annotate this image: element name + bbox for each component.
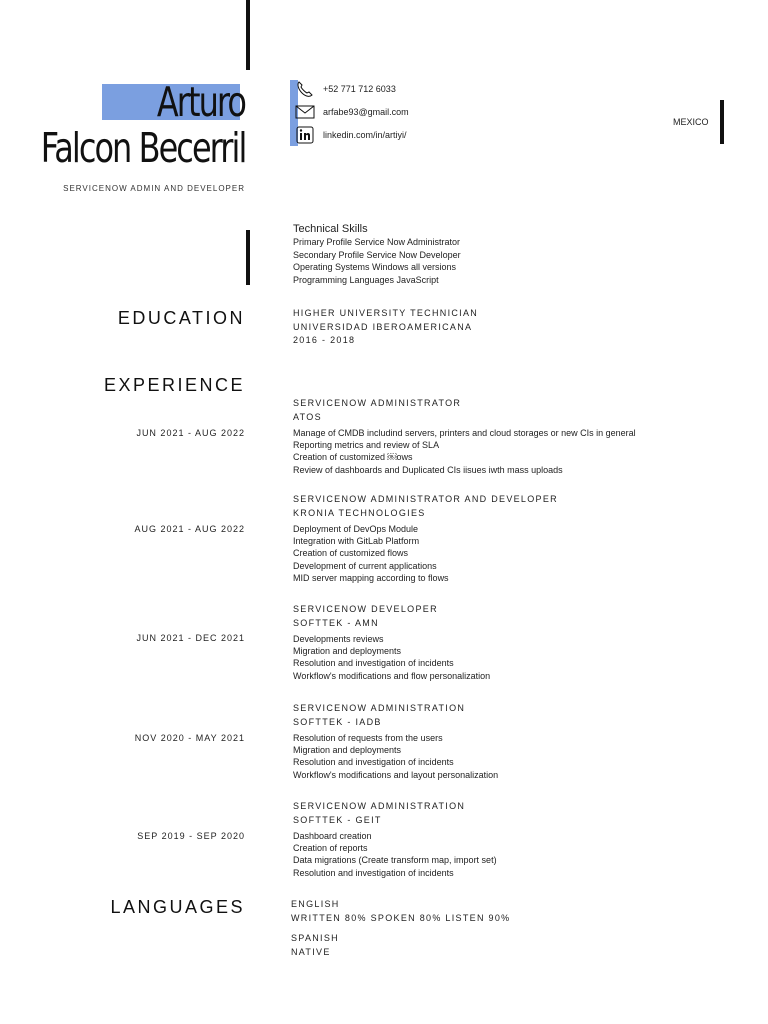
first-name: Arturo xyxy=(156,78,245,126)
job-task: Resolution of requests from the users xyxy=(293,733,443,743)
contact-email[interactable] xyxy=(294,102,409,122)
job-role: SERVICENOW ADMINISTRATOR xyxy=(293,398,462,408)
job-entry xyxy=(293,603,490,682)
envelope-icon xyxy=(294,103,316,121)
job-task: Resolution and investigation of incidents xyxy=(293,658,454,669)
job-dates: JUN 2021 - DEC 2021 xyxy=(136,633,245,643)
skill-item: Secondary Profile Service Now Developer xyxy=(293,249,461,260)
skills-title: Technical Skills xyxy=(293,223,368,235)
phone-text: +52 771 712 6033 xyxy=(323,84,396,94)
contact-phone[interactable] xyxy=(294,79,396,99)
job-company: SOFTTEK - IADB xyxy=(293,716,382,727)
education-degree: HIGHER UNIVERSITY TECHNICIAN xyxy=(293,308,479,318)
job-company: SOFTTEK - GEIT xyxy=(293,814,382,825)
job-task: Development of current applications xyxy=(293,560,437,571)
job-task: Creation of reports xyxy=(293,843,368,854)
job-task: Resolution and investigation of incidents xyxy=(293,757,454,768)
linkedin-text: linkedin.com/in/artiyi/ xyxy=(323,130,407,140)
language-name: SPANISH xyxy=(291,933,339,943)
job-task: Manage of CMDB includind servers, printers and cloud storages or new CIs in general xyxy=(293,428,636,438)
job-task: Workflow's modifications and flow personalization xyxy=(293,670,491,681)
experience-heading: EXPERIENCE xyxy=(103,375,245,395)
education-years: 2016 - 2018 xyxy=(293,335,356,345)
job-role: SERVICENOW ADMINISTRATION xyxy=(293,801,466,811)
skill-item: Operating Systems Windows all versions xyxy=(293,262,457,272)
education-block xyxy=(293,307,478,348)
job-dates: NOV 2020 - MAY 2021 xyxy=(134,733,245,743)
location: MEXICO xyxy=(673,117,709,127)
job-task: Developments reviews xyxy=(293,634,384,644)
skills-divider-bar xyxy=(246,230,250,285)
contact-linkedin[interactable] xyxy=(294,125,407,145)
skill-item: Primary Profile Service Now Administrator xyxy=(293,237,461,247)
language-entry xyxy=(291,898,510,925)
technical-skills xyxy=(293,222,461,286)
job-task: MID server mapping according to flows xyxy=(293,572,449,583)
top-divider-bar xyxy=(246,0,250,70)
job-role: SERVICENOW ADMINISTRATION xyxy=(293,703,466,713)
job-company: SOFTTEK - AMN xyxy=(293,617,379,628)
job-role: SERVICENOW DEVELOPER xyxy=(293,604,438,614)
linkedin-icon xyxy=(294,126,316,144)
job-dates: JUN 2021 - AUG 2022 xyxy=(136,428,245,438)
job-entry xyxy=(293,397,636,476)
job-dates: SEP 2019 - SEP 2020 xyxy=(137,831,245,841)
job-entry xyxy=(293,800,497,879)
phone-icon xyxy=(294,80,316,98)
job-task: Creation of customized ￼ows xyxy=(293,452,413,463)
education-heading: EDUCATION xyxy=(117,308,245,328)
job-company: ATOS xyxy=(293,411,322,422)
job-entry xyxy=(293,493,558,584)
education-school: UNIVERSIDAD IBEROAMERICANA xyxy=(293,321,473,332)
job-company: KRONIA TECHNOLOGIES xyxy=(293,507,426,518)
job-task: Migration and deployments xyxy=(293,646,402,657)
job-task: Migration and deployments xyxy=(293,745,402,756)
language-level: NATIVE xyxy=(291,946,331,957)
languages-heading: LANGUAGES xyxy=(110,897,245,917)
job-task: Creation of customized flows xyxy=(293,548,409,559)
skill-item: Programming Languages JavaScript xyxy=(293,274,439,285)
job-dates: AUG 2021 - AUG 2022 xyxy=(134,524,245,534)
job-task: Integration with GitLab Platform xyxy=(293,536,420,547)
job-task: Deployment of DevOps Module xyxy=(293,524,419,534)
job-task: Review of dashboards and Duplicated CIs iisues iwth mass uploads xyxy=(293,464,563,475)
language-level: WRITTEN 80% SPOKEN 80% LISTEN 90% xyxy=(291,912,511,923)
job-task: Data migrations (Create transform map, import set) xyxy=(293,855,497,866)
language-name: ENGLISH xyxy=(291,899,340,909)
job-task: Reporting metrics and review of SLA xyxy=(293,440,440,451)
location-divider-bar xyxy=(720,100,724,144)
job-task: Workflow's modifications and layout personalization xyxy=(293,769,499,780)
last-name: Falcon Becerril xyxy=(40,124,245,172)
language-entry xyxy=(291,932,339,959)
job-subtitle: SERVICENOW ADMIN AND DEVELOPER xyxy=(63,184,245,193)
job-task: Dashboard creation xyxy=(293,831,372,841)
job-task: Resolution and investigation of incidents xyxy=(293,867,454,878)
email-text: arfabe93@gmail.com xyxy=(323,107,409,117)
job-role: SERVICENOW ADMINISTRATOR AND DEVELOPER xyxy=(293,494,558,504)
job-entry xyxy=(293,702,498,781)
